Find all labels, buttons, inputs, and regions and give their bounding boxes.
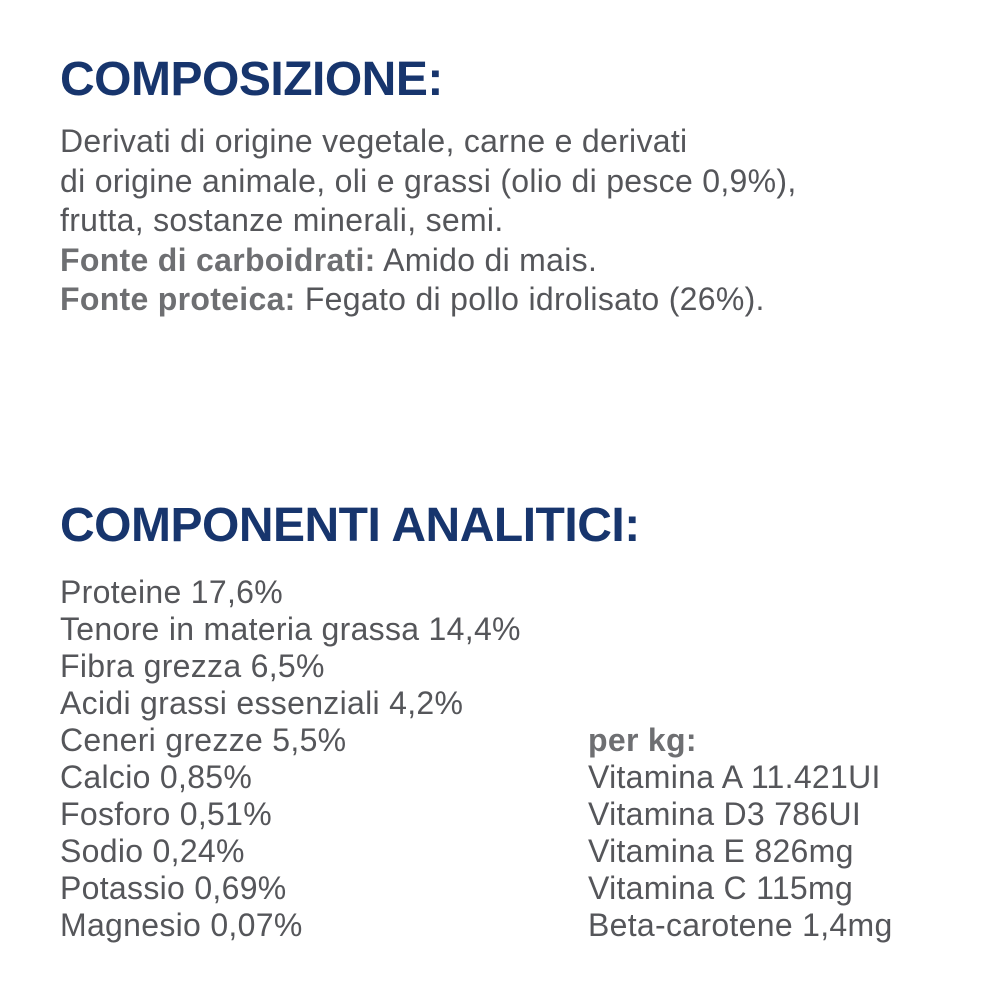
analytical-item: Ceneri grezze 5,5% [60,722,347,758]
carbohydrate-source-line [60,241,797,281]
protein-source-label: Fonte proteica: [60,281,296,317]
per-kg-heading: per kg: [588,722,697,758]
protein-source-value: Fegato di pollo idrolisato (26%). [304,281,765,317]
per-kg-list [588,722,893,944]
analytical-item: Magnesio 0,07% [60,907,303,943]
analytical-components-list [60,574,521,944]
per-kg-item: Vitamina D3 786UI [588,796,862,832]
analytical-item: Potassio 0,69% [60,870,287,906]
carbohydrate-source-value: Amido di mais. [383,241,598,278]
analytical-item: Sodio 0,24% [60,833,245,869]
protein-source-line [60,280,797,320]
composition-line: di origine animale, oli e grassi (olio di pesce 0,9%), [60,162,797,199]
analytical-item: Fosforo 0,51% [60,796,273,832]
per-kg-item: Vitamina E 826mg [588,833,854,869]
analytical-components-heading: COMPONENTI ANALITICI: [60,499,640,552]
composition-heading: COMPOSIZIONE: [60,53,443,106]
composition-paragraph [60,122,797,320]
analytical-item: Calcio 0,85% [60,759,253,795]
carbohydrate-source-label: Fonte di carboidrati: [60,241,376,278]
composition-line: frutta, sostanze minerali, semi. [60,202,504,238]
analytical-item: Fibra grezza 6,5% [60,648,325,684]
analytical-item: Tenore in materia grassa 14,4% [60,611,521,647]
per-kg-item: Vitamina C 115mg [588,870,854,906]
per-kg-item: Vitamina A 11.421UI [588,759,881,795]
analytical-item: Proteine 17,6% [60,574,284,610]
per-kg-item: Beta-carotene 1,4mg [588,907,893,943]
composition-line: Derivati di origine vegetale, carne e derivati [60,123,688,159]
analytical-item: Acidi grassi essenziali 4,2% [60,685,464,721]
